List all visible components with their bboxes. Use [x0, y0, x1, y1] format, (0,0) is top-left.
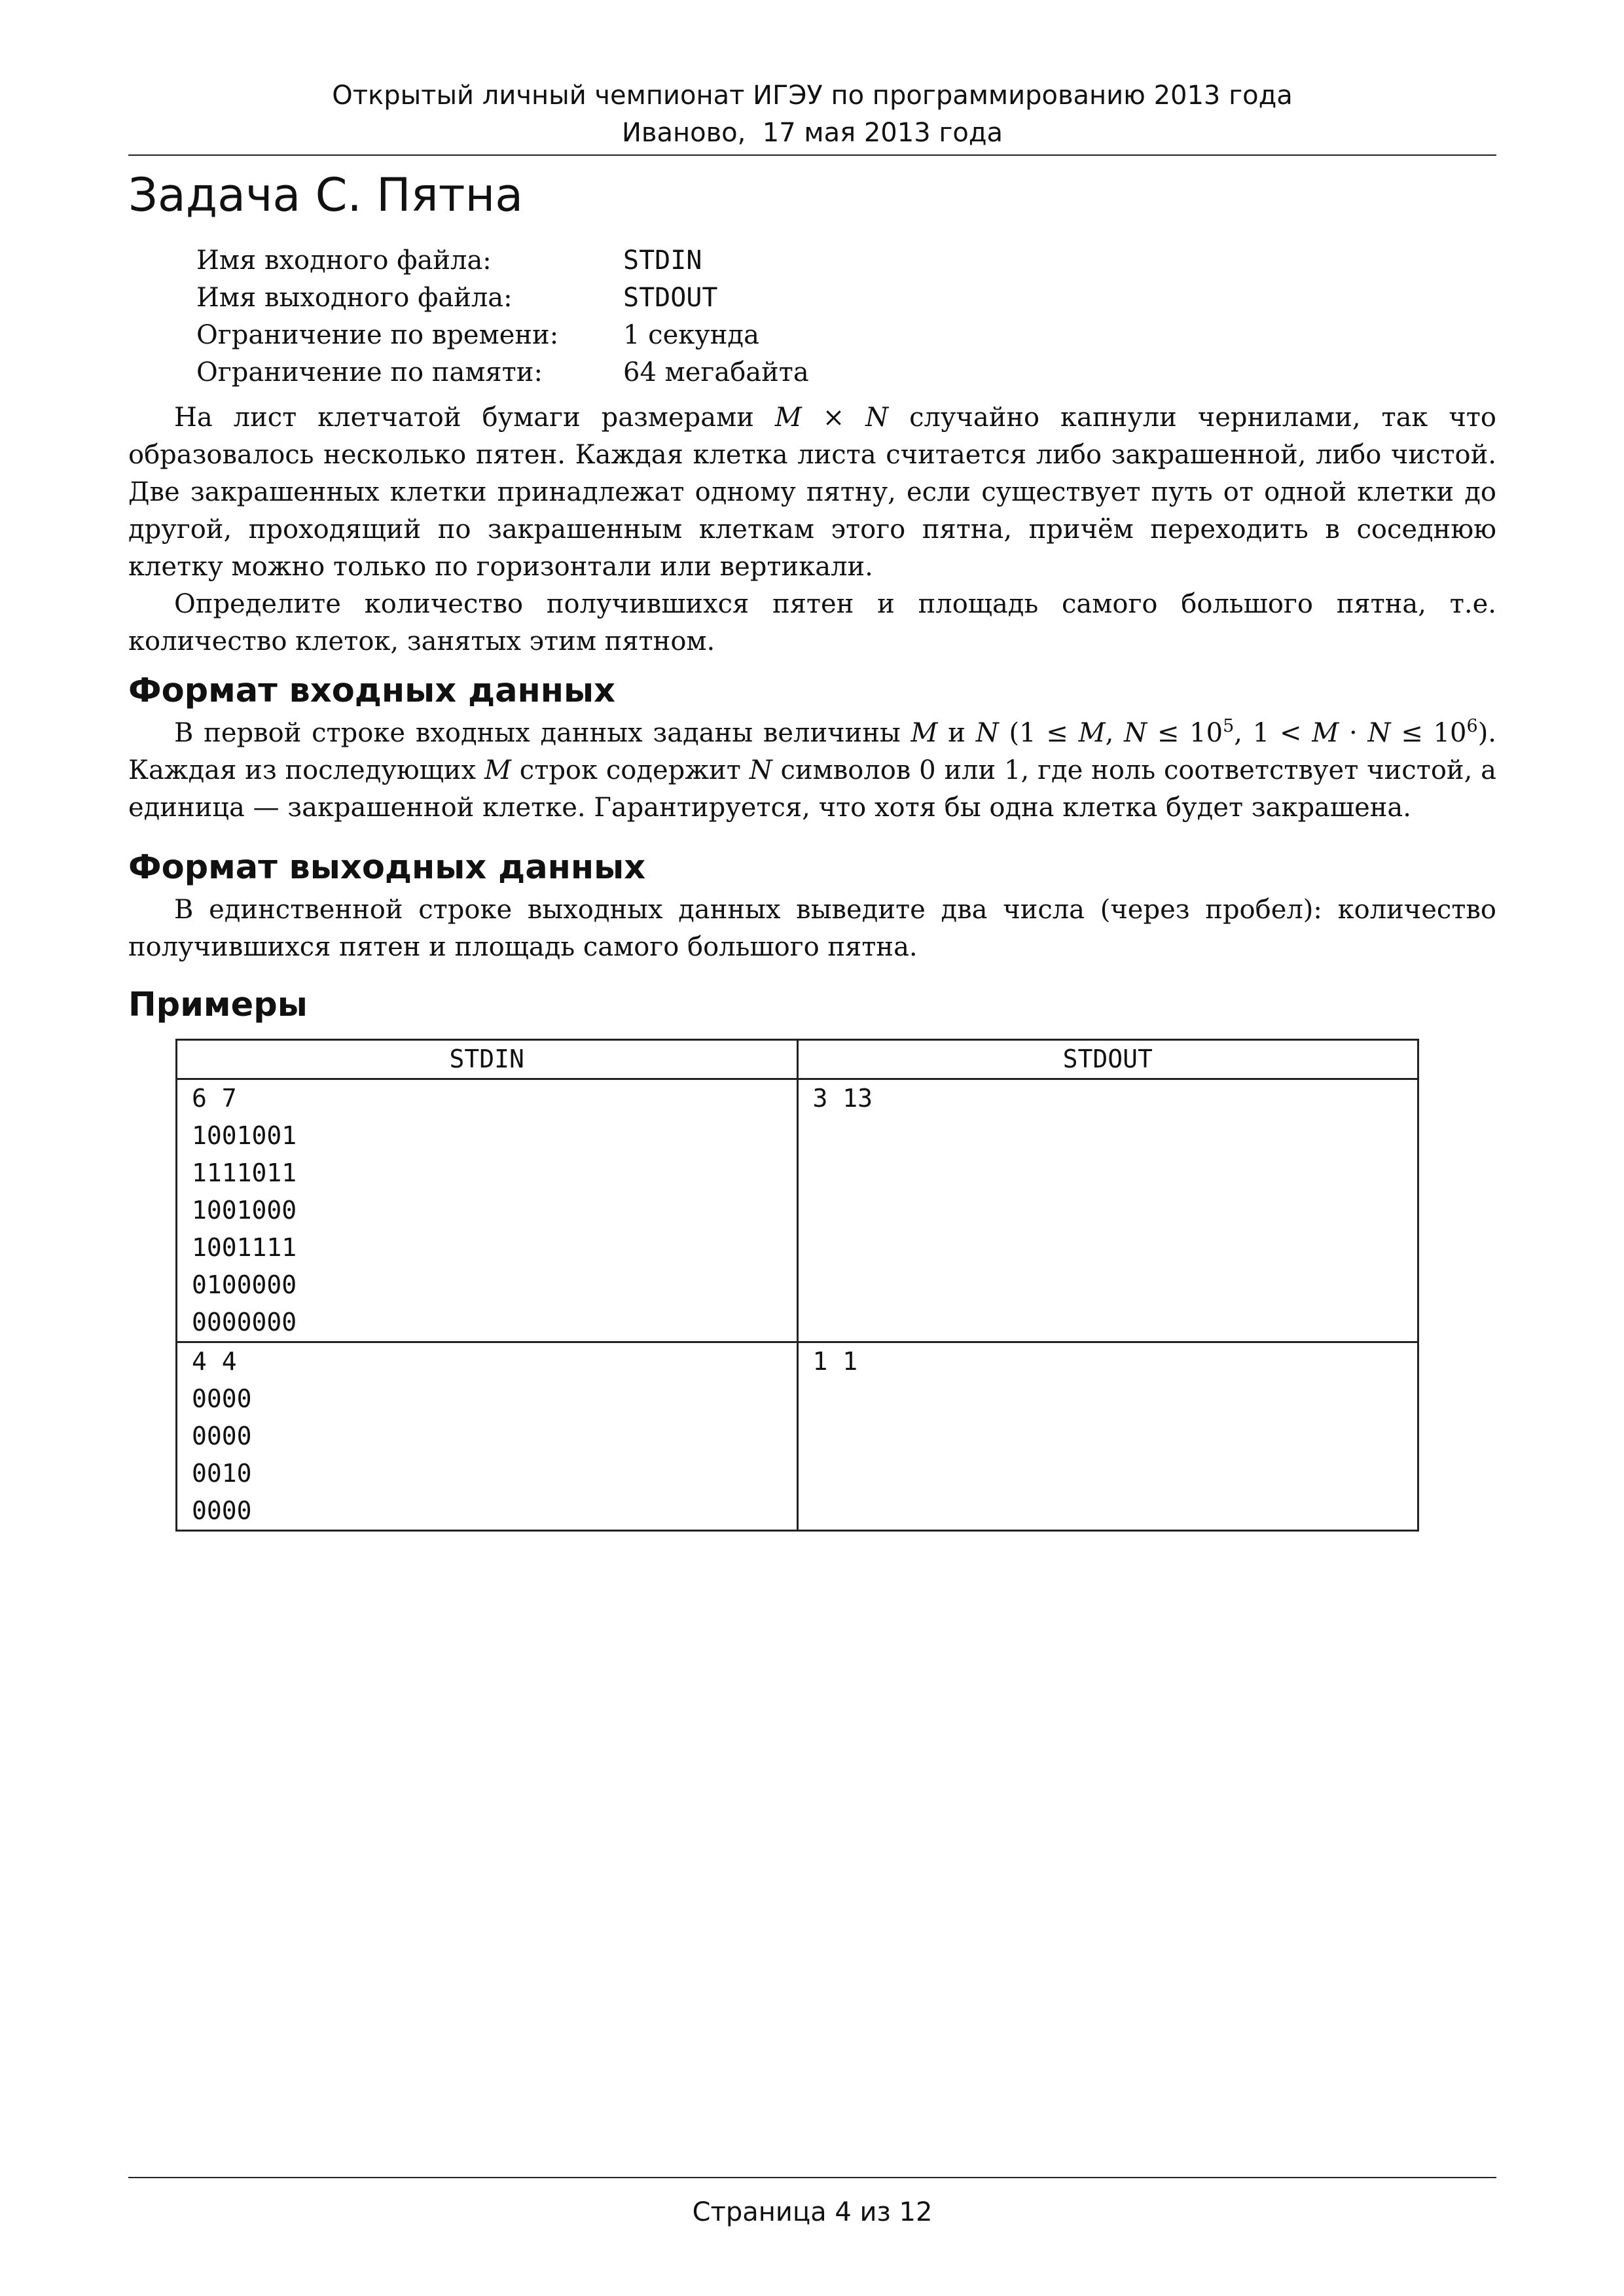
- limit-row-memory: [196, 354, 809, 391]
- math-op: ≤ 10: [1390, 718, 1467, 748]
- math-exponent: 6: [1466, 716, 1478, 736]
- math-op: ×: [801, 403, 866, 433]
- math-var: N: [865, 403, 889, 433]
- math-var: M: [774, 403, 802, 433]
- problem-statement: [128, 399, 1496, 660]
- table-row: [177, 1079, 1418, 1342]
- math-op: ·: [1339, 718, 1368, 748]
- output-format-heading: Формат выходных данных: [128, 848, 646, 887]
- math-var: N: [749, 755, 772, 785]
- page-number: Страница 4 из 12: [692, 2197, 933, 2227]
- text: ). Каждая из последующих: [128, 718, 1497, 785]
- examples-section: [128, 982, 1496, 1029]
- page-header: [128, 77, 1496, 152]
- math-op: ,: [1105, 718, 1125, 748]
- limit-label: Имя выходного файла:: [196, 283, 513, 313]
- math-op: ≤ 10: [1147, 718, 1223, 748]
- limit-row-time: [196, 317, 809, 354]
- output-format-text: В единственной строке выходных данных выведите два числа (через пробел): количество получившихся пятен и площадь самого большого пятна.: [128, 895, 1496, 962]
- text: символов 0 или 1, где ноль соответствует чистой, а единица — закрашенной клетке. Гарантируется, что хотя бы одна клетка будет закрашена.: [128, 755, 1496, 823]
- statement-text: случайно капнули чернилами, так что образовалось несколько пятен. Каждая клетка листа считается либо закрашенной, либо чистой. Две закрашенных клетки принадлежат одному пятну, если существует путь от одной клетки до другой, проходящий по закрашенным клеткам этого пятна, причём переходить в соседнюю клетку можно только по горизонтали или вертикали.: [128, 403, 1497, 582]
- problem-title: Задача C. Пятна: [128, 168, 524, 222]
- limit-value: 1 секунда: [623, 320, 759, 350]
- table-row: [177, 1342, 1418, 1531]
- math-var: M: [1078, 718, 1106, 748]
- example-output: 1 1: [797, 1342, 1418, 1531]
- math-var: N: [1124, 718, 1147, 748]
- statement-paragraph-2: Определите количество получившихся пятен и площадь самого большого пятна, т.е. количество клеток, занятых этим пятном.: [128, 589, 1496, 656]
- limit-row-input-file: [196, 242, 809, 279]
- math-var: N: [1367, 718, 1391, 748]
- statement-text: На лист клетчатой бумаги размерами: [174, 403, 775, 433]
- input-format-heading: Формат входных данных: [128, 672, 616, 710]
- math-var: M: [911, 718, 938, 748]
- math-exponent: 5: [1223, 716, 1235, 736]
- text: строк содержит: [511, 755, 749, 785]
- text: В первой строке входных данных заданы величины: [174, 718, 911, 748]
- examples-table: [175, 1039, 1419, 1532]
- limit-label: Ограничение по времени:: [196, 320, 559, 350]
- table-header-row: [177, 1040, 1418, 1079]
- examples-heading: Примеры: [128, 986, 308, 1024]
- header-championship: Открытый личный чемпионат ИГЭУ по программированию 2013 года: [332, 81, 1293, 111]
- column-header-stdout: STDOUT: [797, 1040, 1418, 1079]
- text: и: [937, 718, 976, 748]
- example-output: 3 13: [797, 1079, 1418, 1342]
- limit-label: Имя входного файла:: [196, 245, 492, 276]
- math-var: M: [1312, 718, 1339, 748]
- limit-value: STDIN: [623, 245, 702, 276]
- footer-divider: [128, 2177, 1496, 2178]
- header-divider: [128, 154, 1496, 156]
- statement-paragraph-1: [128, 399, 1496, 586]
- problem-limits: [196, 242, 809, 391]
- math-op: (1 ≤: [998, 718, 1079, 748]
- limit-value: 64 мегабайта: [623, 357, 809, 387]
- input-format-text: [128, 715, 1496, 827]
- math-var: M: [484, 755, 511, 785]
- limit-label: Ограничение по памяти:: [196, 357, 543, 387]
- header-date: Иваново, 17 мая 2013 года: [621, 118, 1003, 148]
- example-input: 4 4 0000 0000 0010 0000: [177, 1342, 798, 1531]
- math-op: , 1 <: [1234, 718, 1312, 748]
- limit-value: STDOUT: [623, 283, 718, 313]
- example-input: 6 7 1001001 1111011 1001000 1001111 0100000 0000000: [177, 1079, 798, 1342]
- column-header-stdin: STDIN: [177, 1040, 798, 1079]
- math-var: N: [975, 718, 999, 748]
- input-format-section: [128, 668, 1496, 827]
- limit-row-output-file: [196, 279, 809, 317]
- output-format-section: [128, 844, 1496, 966]
